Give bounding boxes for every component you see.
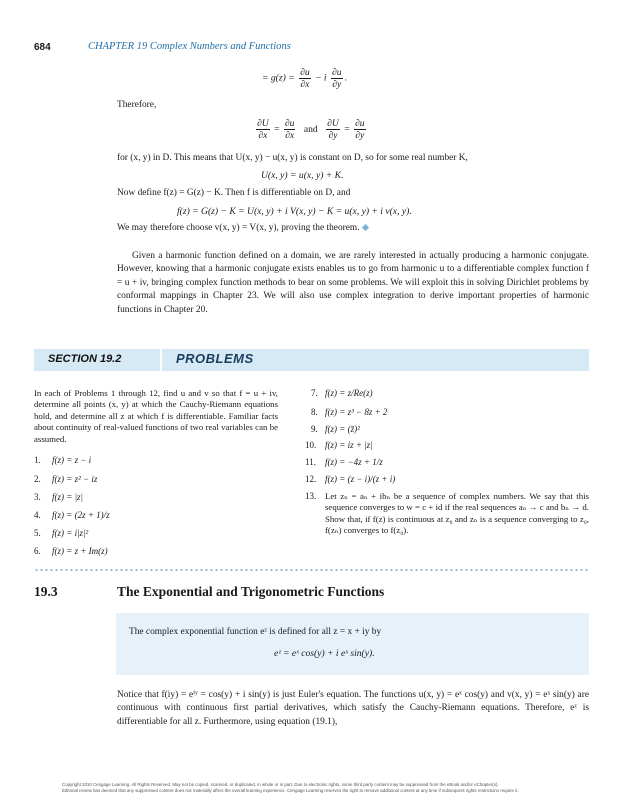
problem-13-text: Let zₙ = aₙ + ibₙ be a sequence of complex numbers. We say that this sequence converges to w = c + id if the real sequences aₙ → c and bₙ → d. Show that, if f(z) is continuous at z₀ and zₙ is a sequence converging to z₀, f(zₙ) converges to f(z₀). bbox=[325, 491, 589, 536]
equation-f-G-K: f(z) = G(z) − K = U(x, y) + i V(x, y) − K = u(x, y) + i v(x, y). bbox=[177, 206, 412, 217]
problem-item: 10. f(z) = iz + |z| bbox=[305, 440, 373, 450]
problems-intro: In each of Problems 1 through 12, find u and v so that f = u + iv, determine all points (x, y) at which the Cauchy-Riemann equations hold, and determine all z at which f is differentiable. Familiar facts about continuity of real-valued functions of two real variables can be assumed. bbox=[34, 388, 278, 444]
problem-item: 5. f(z) = i|z|² bbox=[34, 528, 89, 538]
problem-item: 11. f(z) = −4z + 1/z bbox=[305, 457, 383, 467]
definition-box bbox=[116, 613, 589, 675]
problem-item: 1. f(z) = z − i bbox=[34, 455, 92, 465]
eq-g-lhs: = g(z) = bbox=[262, 72, 295, 84]
problem-item: 4. f(z) = (2z + 1)/z bbox=[34, 510, 110, 520]
subsection-title: The Exponential and Trigonometric Functions bbox=[117, 584, 385, 599]
closing-paragraph: Notice that f(iy) = eⁱʸ = cos(y) + i sin(y) is just Euler's equation. The functions u(x, y) = eˣ cos(y) and v(x, y) = eˣ sin(y) are continuous with continuous first partial derivatives, which satisfy the Cauchy-Riemann equations. Therefore, eᶻ is differentiable for all z. Furthermore, using equation (19.1), bbox=[117, 690, 589, 727]
define-line: Now define f(z) = G(z) − K. Then f is differentiable on D, and bbox=[117, 188, 351, 198]
and-word: and bbox=[303, 123, 318, 135]
fraction-du-dy: $\frac{\partial u}{\partial y}$ bbox=[331, 67, 342, 90]
section-title: PROBLEMS bbox=[176, 351, 254, 366]
definition-formula: eᶻ = eˣ cos(y) + i eˣ sin(y). bbox=[274, 648, 375, 659]
choose-line: We may therefore choose v(x, y) = V(x, y), proving the theorem. ◆ bbox=[117, 223, 370, 233]
equation-g-of-z: = g(z) = $\frac{\partial u}{\partial x}$ − i $\frac{\partial u}{\partial y}$ . bbox=[262, 67, 347, 90]
body-paragraph: Given a harmonic function defined on a domain, we are rarely interested in actually producing a harmonic conjugate. However, knowing that a harmonic conjugate exists enables us to go from harmonic u to a differentiable complex function f = u + iv, bringing complex function methods to bear on some problems. We will exploit this in solving Dirichlet problems by conformal mappings in Chapter 23. We will also use complex integration to derive important properties of harmonic functions in Chapter 20. bbox=[117, 251, 589, 315]
problem-item: 8. f(z) = z³ − 8z + 2 bbox=[311, 407, 388, 417]
page-number: 684 bbox=[34, 42, 51, 53]
dotted-separator bbox=[34, 567, 589, 573]
problem-item: 3. f(z) = |z| bbox=[34, 492, 84, 502]
equation-U-u-K: U(x, y) = u(x, y) + K. bbox=[261, 170, 344, 181]
definition-text: The complex exponential function eᶻ is defined for all z = x + iy by bbox=[129, 627, 382, 637]
footer-copyright: Copyright 2010 Cengage Learning. All Rights Reserved. May not be copied, scanned, or duplicated, in whole or in part. Due to electronic rights, some third party content may be suppressed from the eBook and/or eChapter(s). bbox=[62, 782, 499, 787]
subsection-number: 19.3 bbox=[34, 584, 58, 599]
equation-partials: $\frac{\partial U}{\partial x}$ = $\frac{\partial u}{\partial x}$ and $\frac{\partial U}{\partial y}$ = $\frac{\partial u}{\partial y}$ bbox=[257, 118, 365, 141]
section-label: SECTION 19.2 bbox=[48, 353, 122, 365]
problem-item: 9. f(z) = (z̄)² bbox=[311, 424, 360, 434]
problem-item: 12. f(z) = (z − i)/(z + i) bbox=[305, 474, 396, 484]
problem-item: 7. f(z) = z/Re(z) bbox=[311, 388, 373, 398]
footer-review: Editorial review has deemed that any suppressed content does not materially affect the overall learning experience. Cengage Learning reserves the right to remove additional content at any time if subsequent rights restrictions require it. bbox=[62, 788, 519, 793]
problem-13-number: 13. bbox=[305, 491, 317, 501]
chapter-header: CHAPTER 19 Complex Numbers and Functions bbox=[88, 41, 291, 52]
problem-item: 6. f(z) = z + Im(z) bbox=[34, 546, 108, 556]
end-of-proof-icon: ◆ bbox=[361, 223, 370, 233]
fraction-du-dx: $\frac{\partial u}{\partial x}$ bbox=[300, 67, 310, 90]
eq-g-mid: − i bbox=[315, 72, 327, 84]
problem-item: 2. f(z) = z² − iz bbox=[34, 474, 98, 484]
constant-line: for (x, y) in D. This means that U(x, y) − u(x, y) is constant on D, so for some real number K, bbox=[117, 153, 468, 163]
therefore-text: Therefore, bbox=[117, 100, 157, 110]
section-bar-divider bbox=[160, 349, 162, 371]
